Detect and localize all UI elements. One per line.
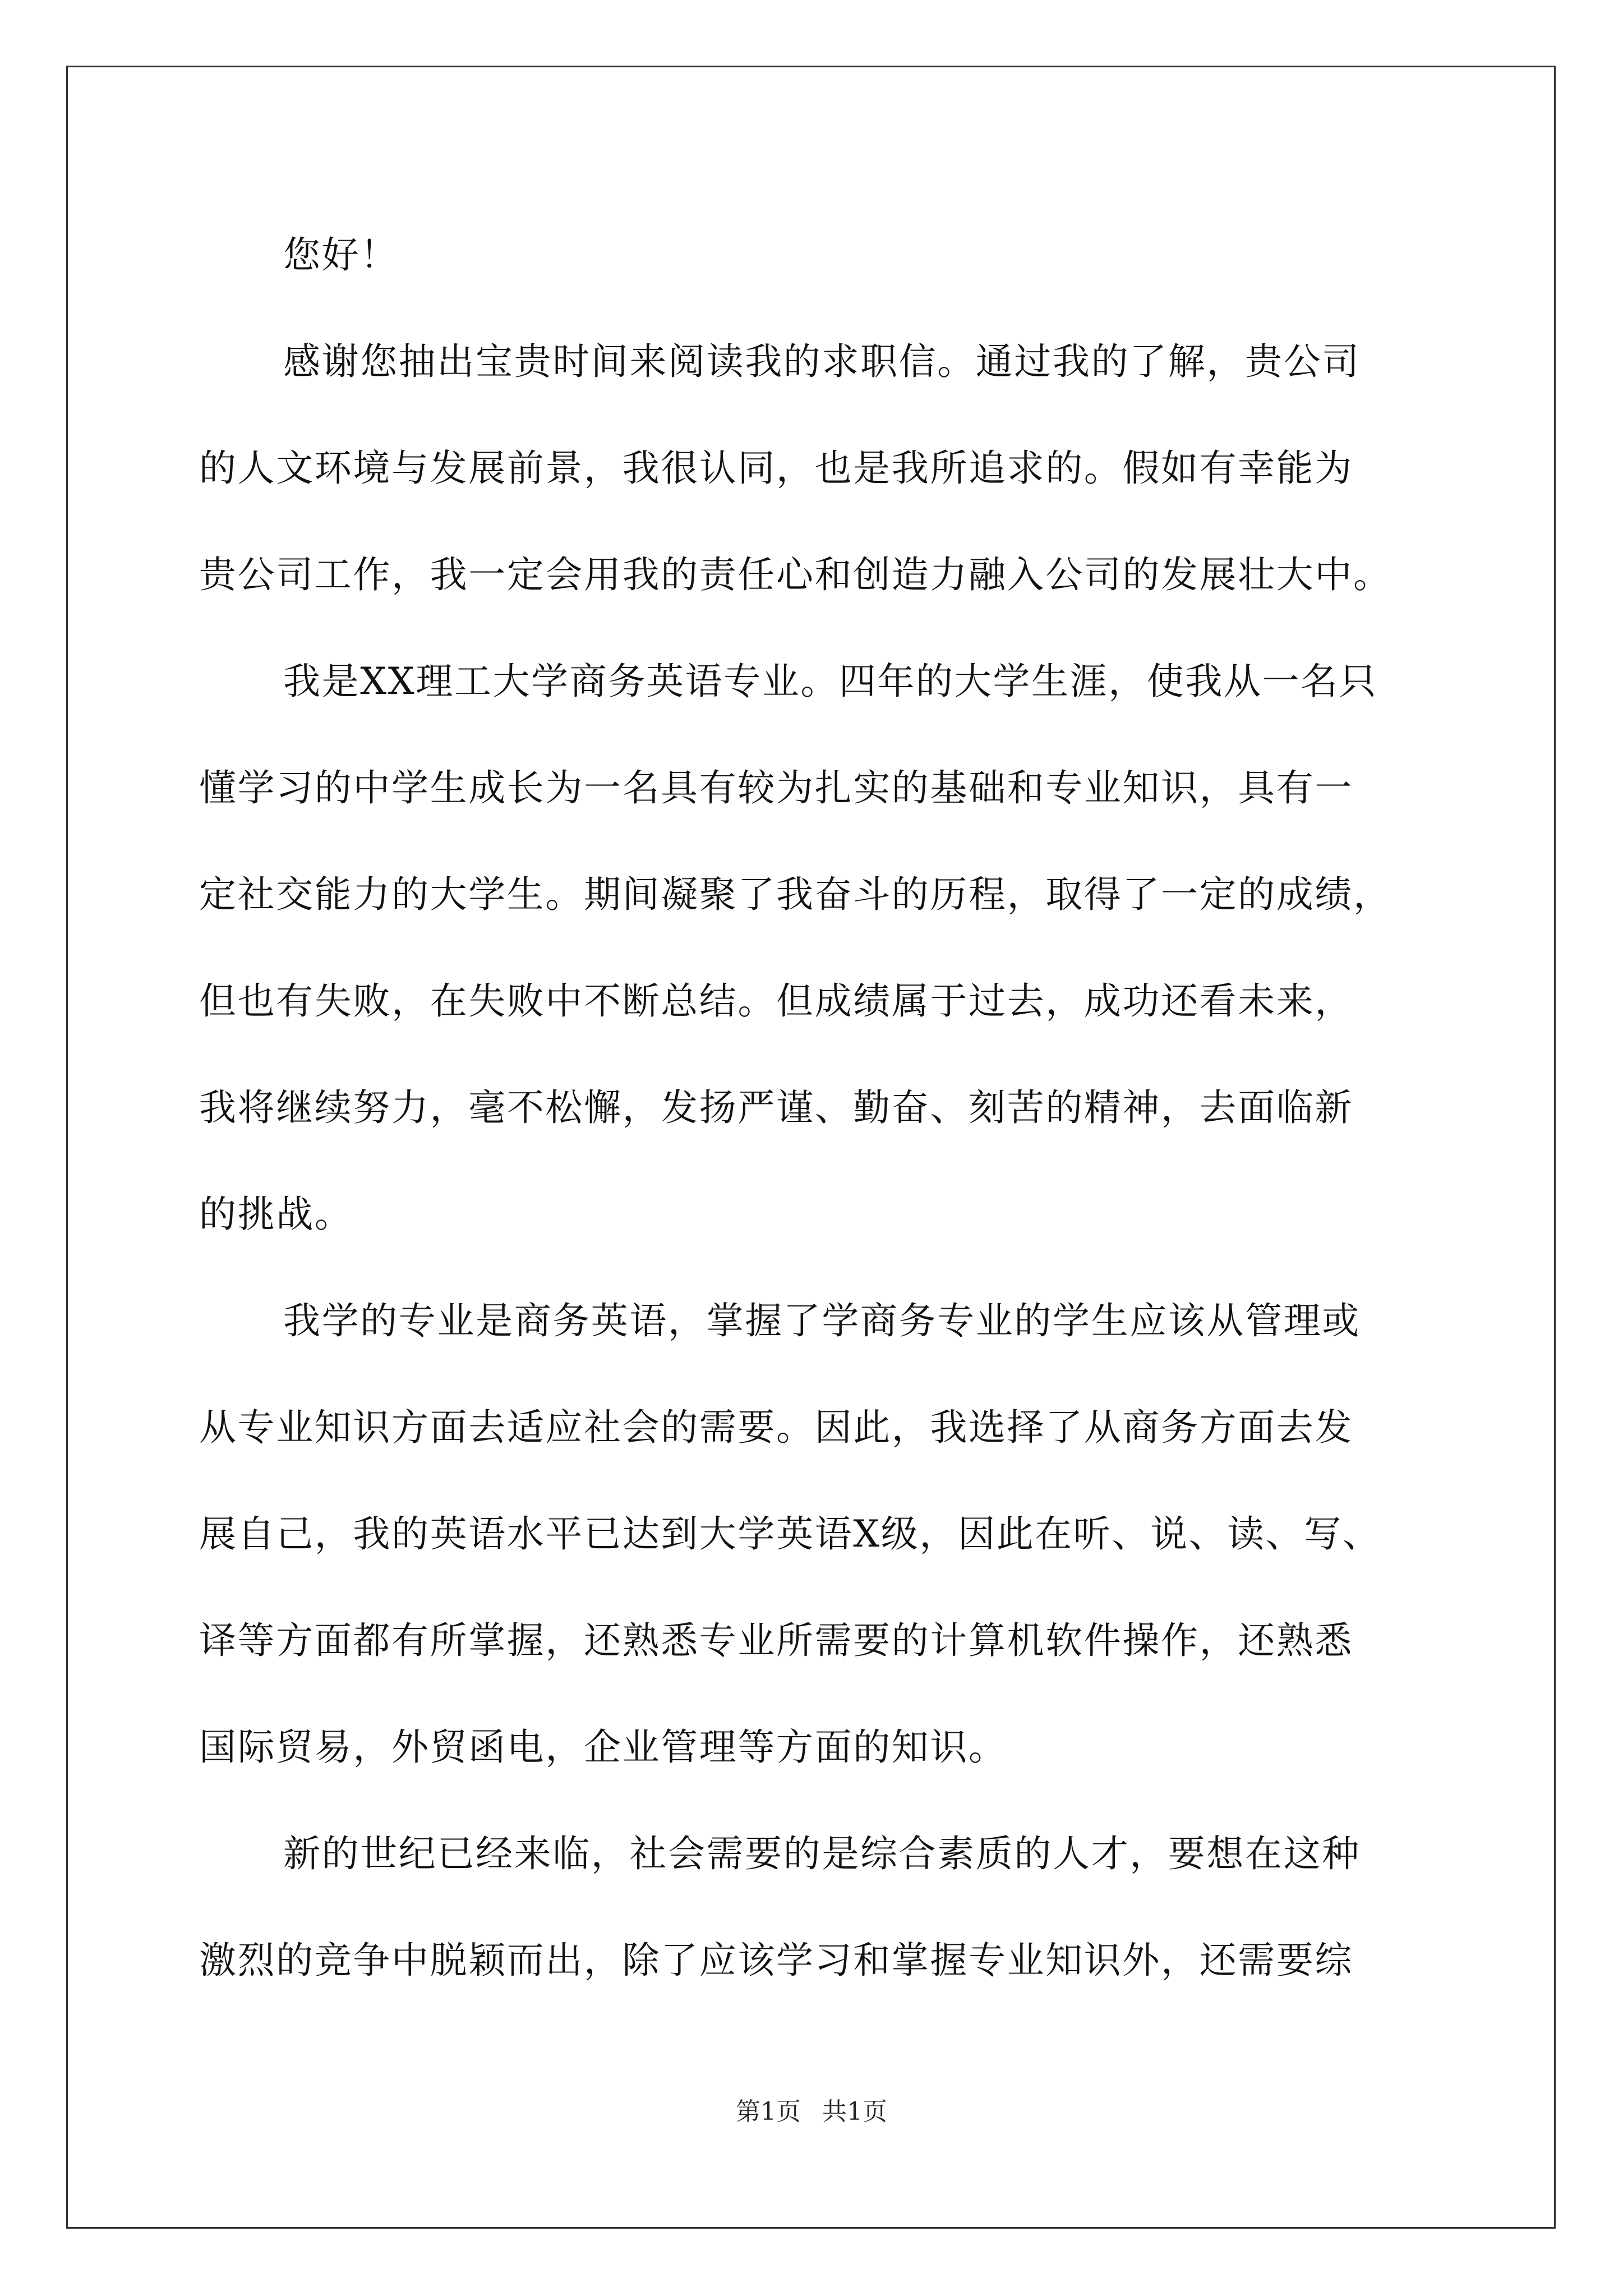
letter-line: 懂学习的中学生成长为一名具有较为扎实的基础和专业知识，具有一 [199, 766, 1353, 809]
letter-line: 但也有失败，在失败中不断总结。但成绩属于过去，成功还看未来， [199, 979, 1353, 1023]
letter-line: 国际贸易，外贸函电，企业管理等方面的知识。 [199, 1726, 1007, 1769]
letter-line: 我学的专业是商务英语，掌握了学商务专业的学生应该从管理或 [283, 1299, 1361, 1342]
page-footer [0, 2095, 1623, 2129]
letter-line: 我将继续努力，毫不松懈，发扬严谨、勤奋、刻苦的精神，去面临新 [199, 1086, 1353, 1129]
letter-line: 展自己，我的英语水平已达到大学英语X级，因此在听、说、读、写、 [199, 1512, 1381, 1556]
letter-line: 定社交能力的大学生。期间凝聚了我奋斗的历程，取得了一定的成绩， [199, 873, 1392, 916]
letter-line: 从专业知识方面去适应社会的需要。因此，我选择了从商务方面去发 [199, 1406, 1353, 1449]
letter-line-greeting: 您好！ [283, 233, 399, 277]
letter-line: 的挑战。 [199, 1193, 353, 1236]
page-total: 共1页 [822, 2097, 887, 2126]
letter-line: 我是XX理工大学商务英语专业。四年的大学生涯，使我从一名只 [283, 660, 1378, 703]
letter-line: 感谢您抽出宝贵时间来阅读我的求职信。通过我的了解，贵公司 [283, 340, 1361, 383]
letter-line: 贵公司工作，我一定会用我的责任心和创造力融入公司的发展壮大中。 [199, 553, 1392, 596]
letter-line: 的人文环境与发展前景，我很认同，也是我所追求的。假如有幸能为 [199, 447, 1353, 490]
letter-line: 激烈的竞争中脱颖而出，除了应该学习和掌握专业知识外，还需要综 [199, 1939, 1353, 1982]
letter-line: 译等方面都有所掌握，还熟悉专业所需要的计算机软件操作，还熟悉 [199, 1619, 1353, 1662]
page-number: 第1页 [736, 2097, 801, 2126]
letter-line: 新的世纪已经来临，社会需要的是综合素质的人才，要想在这种 [283, 1832, 1361, 1875]
